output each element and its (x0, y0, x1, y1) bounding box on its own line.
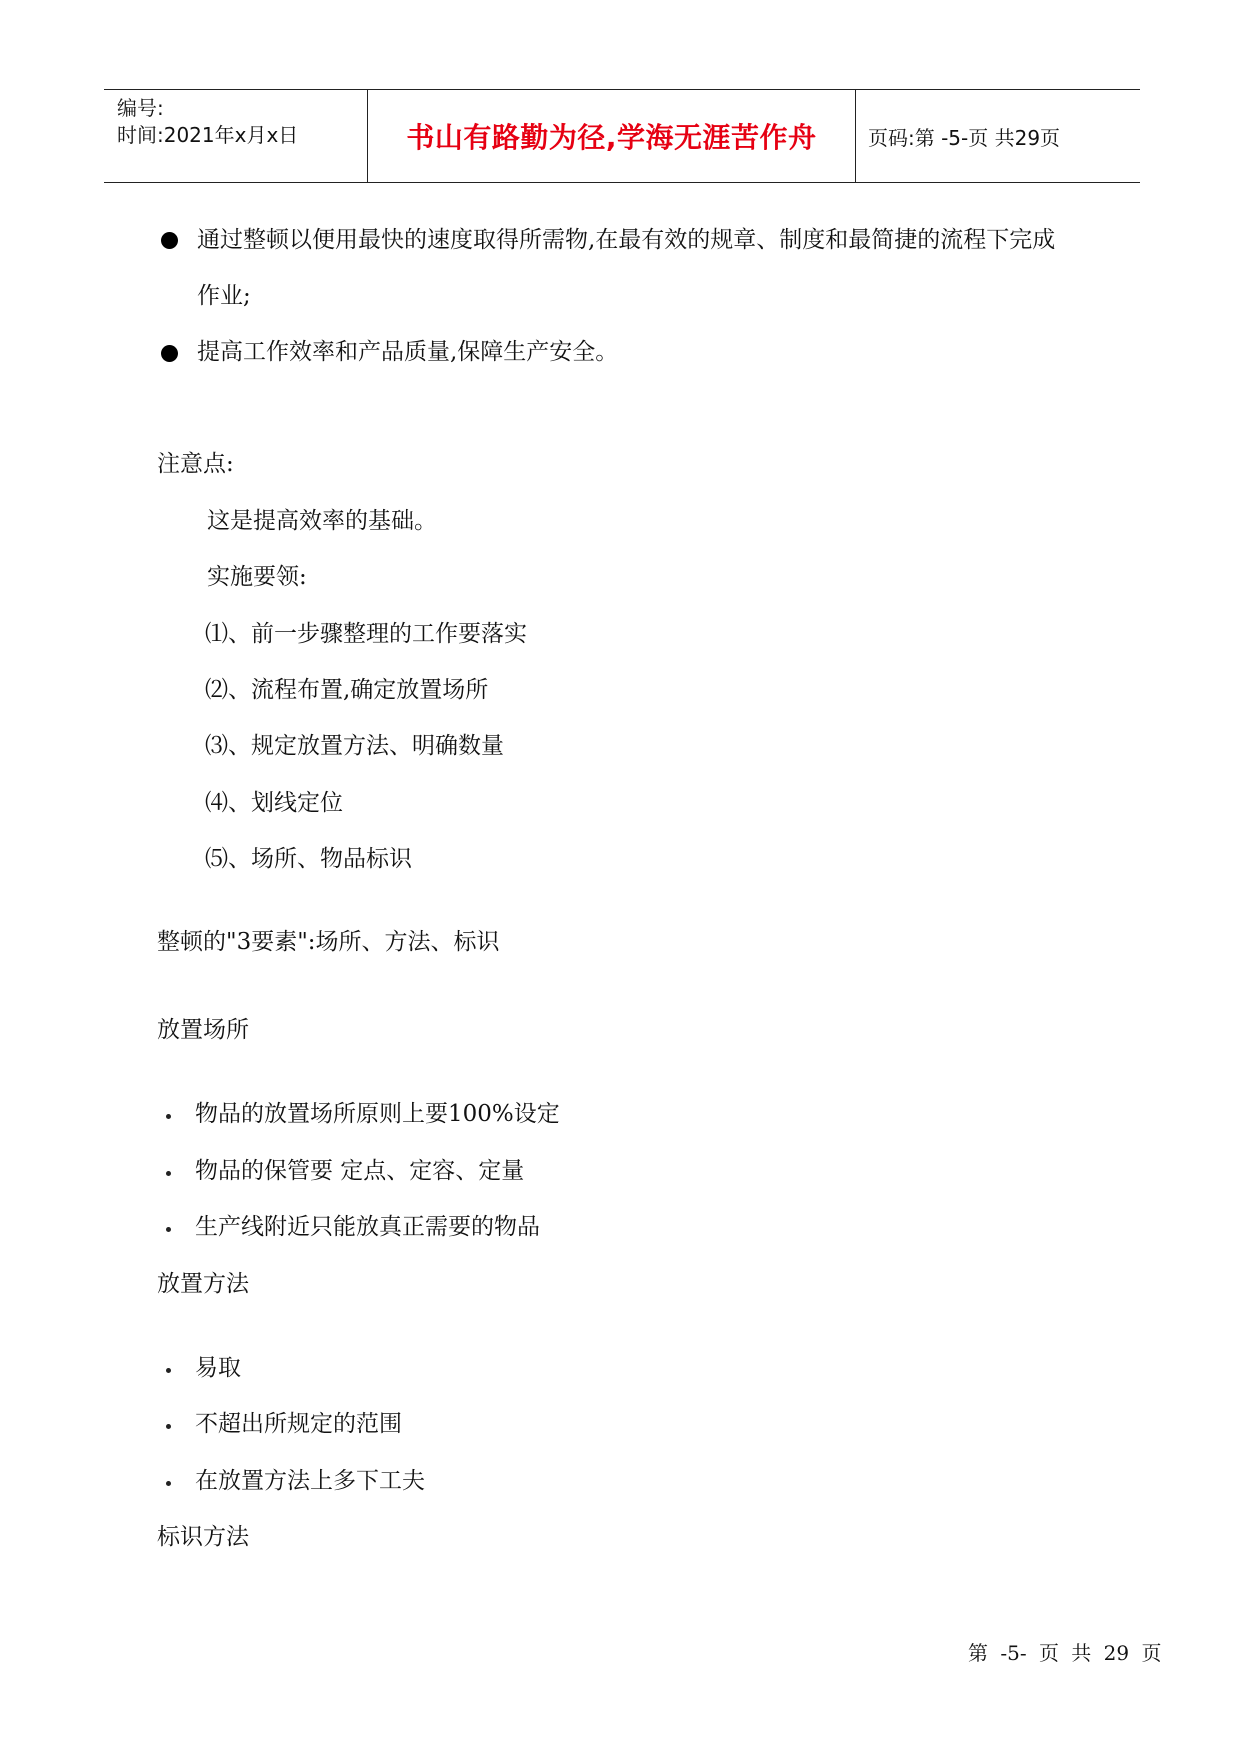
step-item: ⑵、流程布置,确定放置场所 (205, 677, 489, 703)
header-left-cell (104, 90, 368, 182)
section-heading: 放置方法 (157, 1271, 249, 1297)
elements-line: 整顿的"3要素":场所、方法、标识 (157, 929, 500, 955)
bullet-text: 提高工作效率和产品质量,保障生产安全。 (197, 339, 619, 365)
bullet-icon (166, 1481, 171, 1486)
header-page-cell (856, 90, 1140, 182)
bullet-icon (166, 1171, 171, 1176)
notes-heading: 注意点: (157, 451, 234, 477)
bullet-icon (161, 345, 178, 362)
bullet-icon (166, 1424, 171, 1429)
bullet-text: 通过整顿以便用最快的速度取得所需物,在最有效的规章、制度和最简捷的流程下完成 (197, 227, 1056, 253)
step-item: ⑸、场所、物品标识 (205, 846, 412, 872)
document-header (104, 89, 1140, 183)
list-item: 不超出所规定的范围 (195, 1411, 402, 1437)
list-item: 易取 (195, 1355, 241, 1381)
list-item: 物品的保管要 定点、定容、定量 (195, 1158, 525, 1184)
header-motto-cell (368, 90, 856, 182)
doc-number-label: 编号: (117, 96, 164, 120)
bullet-text-continued: 作业; (197, 283, 251, 309)
bullet-icon (166, 1368, 171, 1373)
bullet-icon (166, 1227, 171, 1232)
step-item: ⑷、划线定位 (205, 790, 343, 816)
section-heading: 放置场所 (157, 1017, 249, 1043)
section-heading: 标识方法 (157, 1524, 249, 1550)
notes-line: 这是提高效率的基础。 (207, 508, 437, 534)
list-item: 生产线附近只能放真正需要的物品 (195, 1214, 540, 1240)
notes-line: 实施要领: (207, 564, 307, 590)
bullet-icon (161, 232, 178, 249)
page-footer: 第 -5- 页 共 29 页 (968, 1641, 1162, 1665)
doc-time-label: 时间:2021年x月x日 (117, 123, 299, 147)
page-info: 页码:第 -5-页 共29页 (868, 125, 1061, 150)
step-item: ⑶、规定放置方法、明确数量 (205, 733, 504, 759)
step-item: ⑴、前一步骤整理的工作要落实 (205, 621, 527, 647)
bullet-icon (166, 1114, 171, 1119)
list-item: 物品的放置场所原则上要100%设定 (195, 1101, 560, 1127)
motto-text: 书山有路勤为径,学海无涯苦作舟 (406, 121, 817, 154)
list-item: 在放置方法上多下工夫 (195, 1468, 425, 1494)
